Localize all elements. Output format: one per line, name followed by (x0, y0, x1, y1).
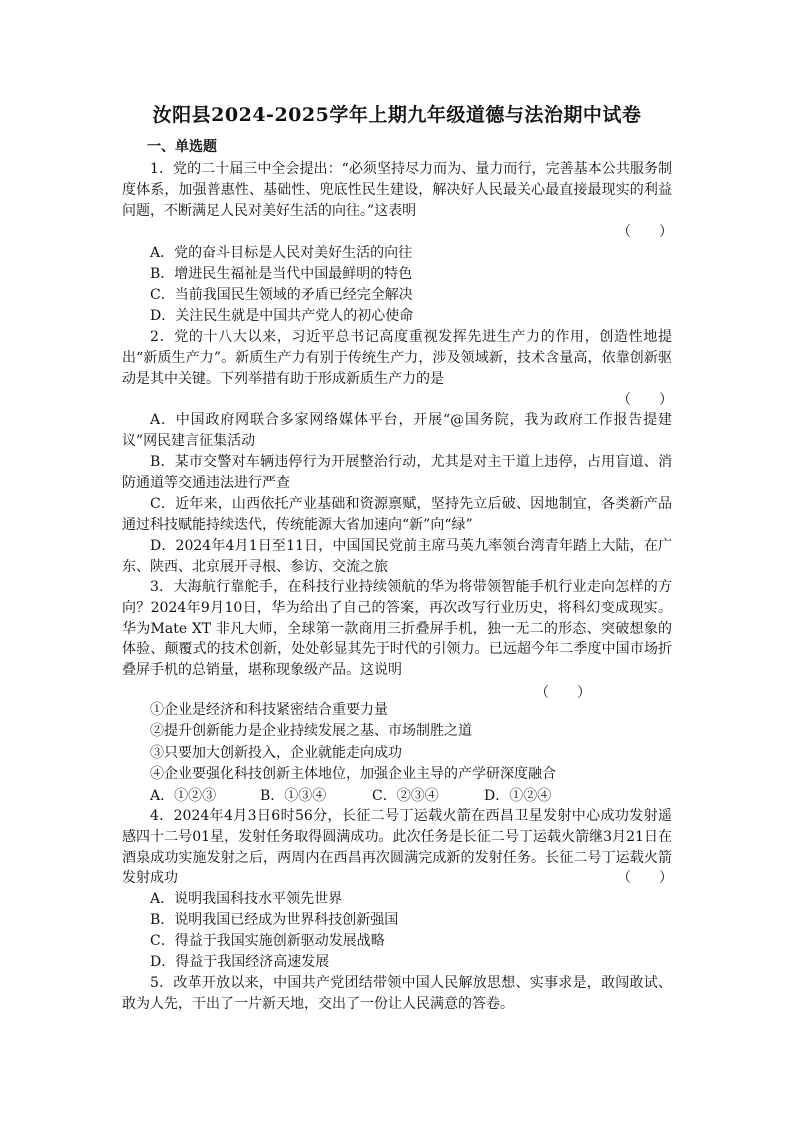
question-4-stem (122, 806, 672, 889)
question-3-answer-paren: （ ） (535, 685, 591, 701)
question-3-option-a: A．①②③ (150, 788, 217, 804)
question-1-option-d: D．关注民生就是中国共产党人的初心使命 (150, 308, 414, 324)
question-3-option-d: D．①②④ (484, 788, 552, 804)
question-1-option-b: B．增进民生福祉是当代中国最鲜明的特色 (150, 266, 413, 282)
question-4-option-c: C．得益于我国实施创新驱动发展战略 (150, 933, 385, 949)
question-2-answer-paren: （ ） (617, 392, 673, 408)
section-heading: 一、单选题 (147, 139, 217, 155)
question-3-options (150, 785, 551, 805)
question-3-text: 3．大海航行靠舵手，在科技行业持续领航的华为将带领智能手机行业走向怎样的方向？2024年9月10日，华为给出了自己的答案，再次改写行业历史，将科幻变成现实。华为Mate XT 非凡大师，全球第一款商用三折叠屏手机，独一无二的形态、突破想象的体验、颠覆式的技术创新，处处彰显其先于时代的引领力。已远超今年二季度中国市场折叠屏手机的总销量，堪称现象级产品。这说明 (122, 579, 672, 679)
question-3-statement-3: ③只要加大创新投入，企业就能走向成功 (150, 745, 402, 761)
question-2-text: 2．党的十八大以来，习近平总书记高度重视发挥先进生产力的作用，创造性地提出“新质生产力”。新质生产力有别于传统生产力，涉及领域新，技术含量高，依靠创新驱动是其中关键。下列举措有助于形成新质生产力的是 (122, 329, 672, 387)
question-2-option-b: B．某市交警对车辆违停行为开展整治行动，尤其是对主干道上违停，占用盲道、消防通道等交通违法进行严查 (122, 454, 672, 491)
question-3-option-c: C．②③④ (372, 788, 439, 804)
question-1-option-c: C．当前我国民生领域的矛盾已经完全解决 (150, 287, 413, 303)
question-2-option-d: D．2024年4月1日至11日，中国国民党前主席马英九率领台湾青年踏上大陆，在广东、陕西、北京展开寻根、参访、交流之旅 (122, 538, 672, 575)
question-3-stem (122, 577, 672, 681)
question-2-option-a: A．中国政府网联合多家网络媒体平台，开展“@国务院，我为政府工作报告提建议”网民建言征集活动 (122, 412, 672, 449)
question-4-option-b: B．说明我国已经成为世界科技创新强国 (150, 912, 399, 928)
question-3-statement-4: ④企业要强化科技创新主体地位，加强企业主导的产学研深度融合 (150, 766, 556, 782)
question-3-option-b: B．①③④ (260, 788, 327, 804)
question-1-text: 1．党的二十届三中全会提出：“必须坚持尽力而为、量力而行，完善基本公共服务制度体系，加强普惠性、基础性、兜底性民生建设，解决好人民最关心最直接最现实的利益问题，不断满足人民对美好生活的向往。”这表明 (122, 161, 672, 219)
question-4-text: 4．2024年4月3日6时56分，长征二号丁运载火箭在西昌卫星发射中心成功发射遥感四十二号01星，发射任务取得圆满成功。此次任务是长征二号丁运载火箭继3月21日在酒泉成功实施发射之后，两周内在西昌再次圆满完成新的发射任务。长征二号丁运载火箭发射成功 (122, 808, 672, 887)
question-1-stem (122, 159, 672, 221)
question-3-statement-1: ①企业是经济和科技紧密结合重要力量 (150, 702, 388, 718)
question-1-answer-paren: （ ） (617, 224, 673, 240)
question-2-option-c: C．近年来，山西依托产业基础和资源禀赋，坚持先立后破、因地制宜，各类新产品通过科技赋能持续迭代，传统能源大省加速向“新”向“绿” (122, 496, 672, 533)
question-4-option-d: D．得益于我国经济高速发展 (150, 954, 330, 970)
question-4-option-a: A．说明我国科技水平领先世界 (150, 891, 343, 907)
exam-title: 汝阳县2024-2025学年上期九年级道德与法治期中试卷 (152, 104, 642, 126)
question-5-stem (122, 973, 672, 1015)
question-4-answer-paren: （ ） (617, 870, 673, 886)
question-2-stem (122, 327, 672, 389)
question-5-text: 5．改革开放以来，中国共产党团结带领中国人民解放思想、实事求是，敢闯敢试、敢为人先，干出了一片新天地，交出了一份让人民满意的答卷。 (122, 975, 672, 1012)
question-3-statement-2: ②提升创新能力是企业持续发展之基、市场制胜之道 (150, 723, 472, 739)
question-1-option-a: A．党的奋斗目标是人民对美好生活的向往 (150, 245, 413, 261)
